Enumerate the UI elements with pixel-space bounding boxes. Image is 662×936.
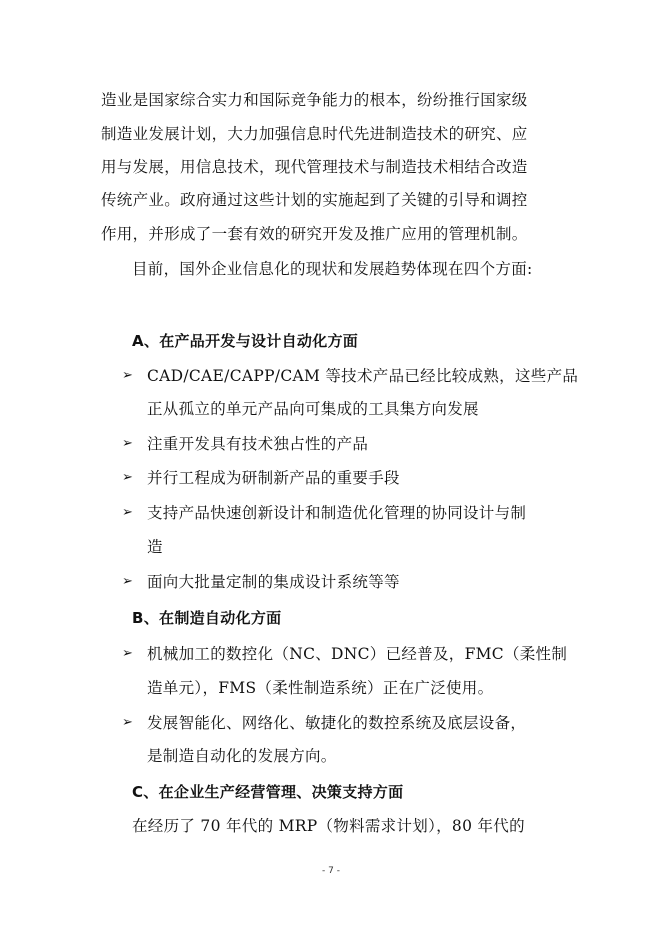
- bullet-icon: ➢: [122, 436, 133, 451]
- section-a-heading: A、在产品开发与设计自动化方面: [132, 332, 359, 350]
- bullet-icon: ➢: [122, 715, 133, 730]
- section-b-item-1-line-2: 造单元），FMS（柔性制造系统）正在广泛使用。: [147, 679, 494, 697]
- bullet-icon: ➢: [122, 368, 133, 383]
- section-a-item-4-line-2: 造: [147, 538, 163, 556]
- lead-sentence: 目前，国外企业信息化的现状和发展趋势体现在四个方面:: [132, 260, 533, 278]
- intro-line-3: 用与发展，用信息技术，现代管理技术与制造技术相结合改造: [101, 158, 528, 176]
- section-a-item-1-line-1: CAD/CAE/CAPP/CAM 等技术产品已经比较成熟，这些产品: [147, 367, 579, 385]
- page-number: - 7 -: [322, 866, 340, 876]
- section-a-item-2: 注重开发具有技术独占性的产品: [147, 435, 369, 453]
- bullet-icon: ➢: [122, 646, 133, 661]
- section-a-item-3: 并行工程成为研制新产品的重要手段: [147, 469, 400, 487]
- section-b-heading: B、在制造自动化方面: [132, 609, 282, 627]
- intro-line-2: 制造业发展计划，大力加强信息时代先进制造技术的研究、应: [101, 125, 528, 143]
- section-a-item-1-line-2: 正从孤立的单元产品向可集成的工具集方向发展: [147, 400, 479, 418]
- intro-line-1: 造业是国家综合实力和国际竞争能力的根本，纷纷推行国家级: [101, 91, 528, 109]
- section-b-item-2-line-1: 发展智能化、网络化、敏捷化的数控系统及底层设备，: [147, 714, 527, 732]
- section-c-body-line: 在经历了 70 年代的 MRP（物料需求计划），80 年代的: [132, 817, 525, 835]
- bullet-icon: ➢: [122, 505, 133, 520]
- section-a-item-4-line-1: 支持产品快速创新设计和制造优化管理的协同设计与制: [147, 504, 527, 522]
- bullet-icon: ➢: [122, 574, 133, 589]
- intro-line-5: 作用，并形成了一套有效的研究开发及推广应用的管理机制。: [101, 225, 528, 243]
- bullet-icon: ➢: [122, 470, 133, 485]
- section-a-item-5: 面向大批量定制的集成设计系统等等: [147, 573, 400, 591]
- intro-line-4: 传统产业。政府通过这些计划的实施起到了关键的引导和调控: [101, 191, 528, 209]
- section-b-item-1-line-1: 机械加工的数控化（NC、DNC）已经普及，FMC（柔性制: [147, 645, 568, 663]
- section-c-heading: C、在企业生产经营管理、决策支持方面: [132, 783, 404, 801]
- section-b-item-2-line-2: 是制造自动化的发展方向。: [147, 747, 337, 765]
